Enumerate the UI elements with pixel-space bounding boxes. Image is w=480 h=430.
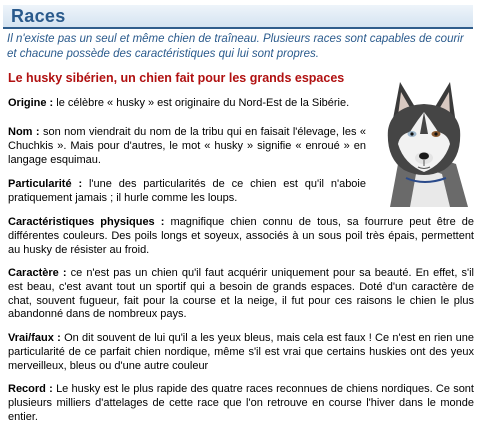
section-label: Caractère : bbox=[8, 267, 67, 279]
section-caracteristiques bbox=[8, 216, 474, 257]
intro-text: Il n'existe pas un seul et même chien de traîneau. Plusieurs races sont capables de courir et chacune possède des caractéristiques qui lui sont propres. bbox=[7, 33, 464, 60]
section-caractere bbox=[8, 267, 474, 322]
section-record bbox=[8, 383, 474, 424]
title-bar bbox=[3, 5, 473, 29]
section-vrai-faux bbox=[8, 332, 474, 373]
page-title: Races bbox=[11, 6, 66, 26]
section-label: Origine : bbox=[8, 97, 54, 109]
section-text: On dit souvent de lui qu'il a les yeux bleus, mais cela est faux ! Ce n'est en rien une particularité de ce parfait chien nordique, même s'il est vrai que certains huskies ont des yeux merveilleux, bleus ou d'une autre couleur bbox=[8, 332, 475, 372]
section-text: ce n'est pas un chien qu'il faut acquérir uniquement pour sa beauté. En effet, s'il est beau, c'est avant tout un sportif qui a besoin de grands espaces. Doté d'un caractère de chat, souvent fugueur, fait pour la course et la neige, il fut pour ces raisons le chien le plus abandonné dans de nombreux pays. bbox=[8, 267, 474, 321]
section-label: Record : bbox=[8, 383, 53, 395]
section-text: Le husky est le plus rapide des quatre races reconnues de chiens nordiques. Ce sont plusieurs milliers d'attelages de cette race que l'on retrouve en course l'hiver dans le monde entier. bbox=[8, 383, 474, 423]
section-nom bbox=[8, 126, 366, 167]
husky-photo bbox=[370, 72, 478, 207]
section-text: l'une des particularités de ce chien est qu'il n'aboie pratiquement jamais ; il hurle comme les loups. bbox=[8, 178, 366, 204]
section-origine bbox=[8, 97, 366, 111]
section-label: Vrai/faux : bbox=[8, 332, 61, 344]
section-label: Nom : bbox=[8, 126, 40, 138]
section-text: son nom viendrait du nom de la tribu qui en faisait l'élevage, les « Chuchkis ». Mais pour d'autres, le mot « husky » signifie « enroué » en langage esquimau. bbox=[8, 126, 366, 166]
section-text: le célèbre « husky » est originaire du Nord-Est de la Sibérie. bbox=[53, 97, 350, 109]
section-text: magnifique chien connu de tous, sa fourrure peut être de différentes couleurs. Des poils longs et soyeux, associés à un sous poil très épais, permettent au husky de résister au froid. bbox=[8, 216, 474, 256]
section-particularite bbox=[8, 178, 366, 206]
section-label: Caractéristiques physiques : bbox=[8, 216, 165, 228]
section-subtitle: Le husky sibérien, un chien fait pour les grands espaces bbox=[8, 71, 345, 85]
section-label: Particularité : bbox=[8, 178, 83, 190]
